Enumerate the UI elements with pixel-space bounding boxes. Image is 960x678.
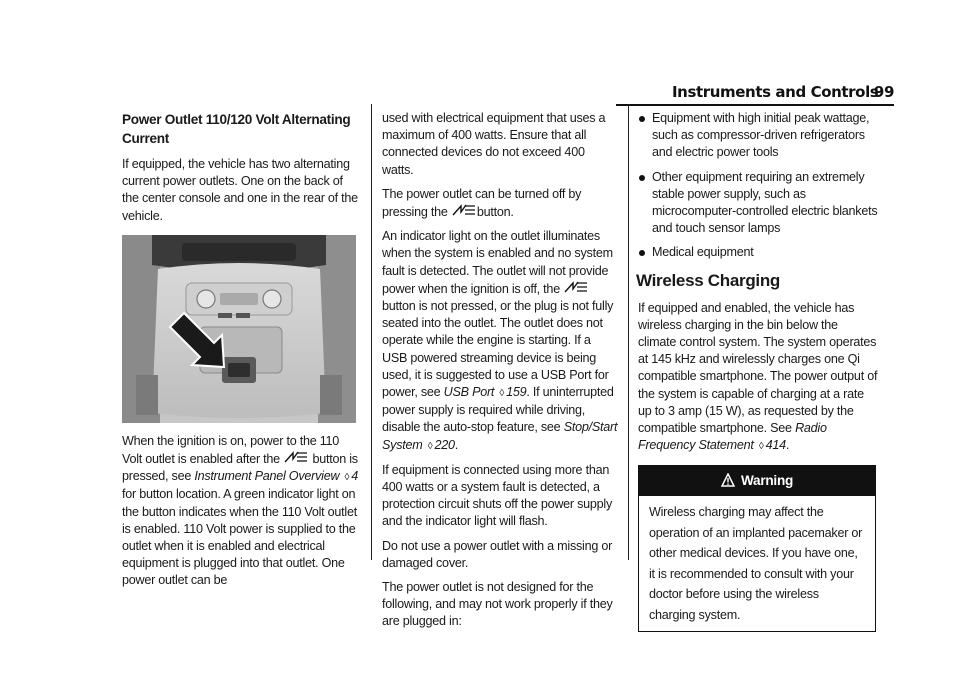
power-outlet-icon [451, 203, 477, 217]
list-item: Other equipment requiring an extremely stable power supply, such as microcomputer-controlled electric blankets and touch sensor lamps [638, 169, 878, 238]
paragraph: If equipped and enabled, the vehicle has wireless charging in the bin below the climate control system. The system operates at 145 kHz and wirelessly charges one Qi compatible smartphone. The power output of the system is capable of charging at a rate up to 3 amp (15 W), as requested by the compatible smartphone. See Radio Frequency Statement ◊ 414. [638, 300, 878, 453]
page-ref-arrow-icon: ◊ [758, 441, 764, 453]
page-header [672, 80, 894, 106]
paragraph: used with electrical equipment that uses a maximum of 400 watts. Ensure that all connected devices do not exceed 400 watts. [382, 111, 606, 177]
section-title: Instruments and Controls [672, 83, 879, 101]
section-heading: Power Outlet 110/120 Volt Alternating Current [122, 112, 351, 146]
warning-box [638, 465, 876, 632]
page-ref-arrow-icon: ◊ [344, 472, 350, 484]
paragraph: When the ignition is on, power to the 110 Volt outlet is enabled after the button is pressed, see Instrument Panel Overview ◊ 4 for button location. A green indicator light on the button indicates when the 110 Volt outlet is enabled. 110 Volt power is supplied to the outlet when it is enabled and electrical equipment is plugged into that outlet. One power outlet can be [122, 433, 359, 588]
column-divider [371, 104, 372, 560]
power-outlet-icon [563, 280, 589, 294]
warning-text: Wireless charging may affect the operation of an implanted pacemaker or other medical devices. If you have one, it is recommended to consult with your doctor before using the wireless charging system. [649, 505, 863, 622]
page-number: 99 [873, 83, 894, 101]
section-heading: Wireless Charging [636, 270, 781, 290]
console-outlet-photo [122, 235, 356, 423]
column-1 [122, 110, 358, 597]
console-outlet-illustration [122, 235, 356, 423]
list-item: Equipment with high initial peak wattage, such as compressor-driven refrigerators and electric power tools [638, 110, 878, 162]
paragraph: The power outlet can be turned off by pressing the button. [382, 186, 582, 220]
warning-title: Warning [740, 473, 794, 489]
page-ref-arrow-icon: ◊ [499, 388, 505, 400]
header-rule [616, 104, 894, 106]
paragraph: Do not use a power outlet with a missing or damaged cover. [382, 538, 613, 570]
column-divider [628, 104, 629, 560]
page-ref-arrow-icon: ◊ [427, 440, 433, 452]
list-item: Medical equipment [638, 244, 878, 261]
paragraph: If equipment is connected using more than 400 watts or a system fault is detected, a protection circuit shuts off the power supply and the indicator light will flash. [382, 462, 613, 529]
column-3 [638, 110, 878, 632]
column-2 [382, 110, 618, 638]
paragraph: If equipped, the vehicle has two alternating current power outlets. One on the back of the center console and one in the rear of the vehicle. [122, 157, 358, 223]
warning-triangle-icon [721, 468, 735, 482]
paragraph: An indicator light on the outlet illuminates when the system is enabled and no system fault is detected. The outlet will not provide power when the ignition is off, the button is not pressed, or the plug is not fully seated into the outlet. The outlet does not operate while the engine is starting. If a USB powered streaming device is being used, it is suggested to use a USB Port for power, see USB Port ◊ 159. If uninterrupted power supply is required while driving, disable the auto-stop feature, see Stop/Start System ◊ 220. [382, 229, 618, 452]
power-outlet-icon [283, 450, 309, 464]
warning-header [639, 466, 875, 496]
paragraph: The power outlet is not designed for the following, and may not work properly if they are plugged in: [382, 580, 613, 629]
bullet-list [638, 110, 878, 262]
